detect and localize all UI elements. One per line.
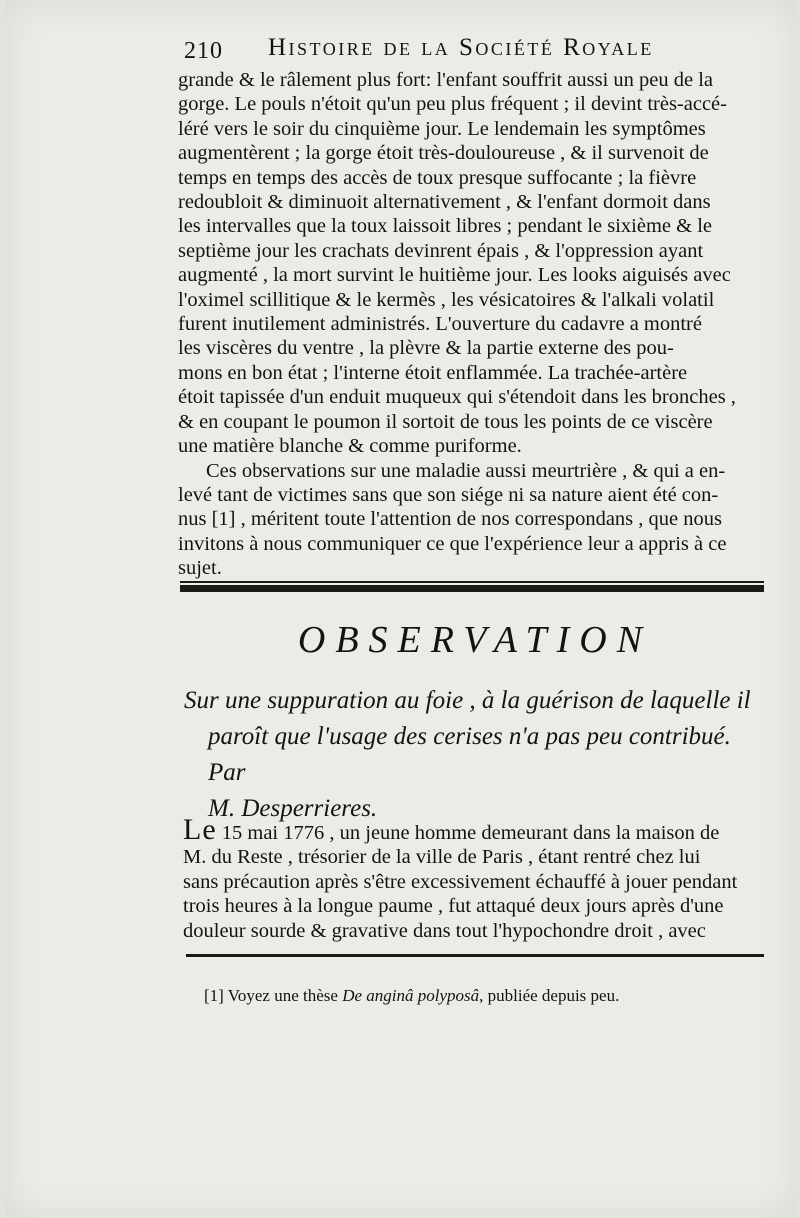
footnote-divider	[186, 954, 764, 957]
text-line: mons en bon état ; l'interne étoit enflammée. La trachée-artère	[178, 361, 688, 384]
text-line: furent inutilement administrés. L'ouverture du cadavre a montré	[178, 313, 702, 336]
section-divider-thin	[180, 581, 764, 583]
observation-title: OBSERVATION	[297, 619, 653, 661]
text-line: augmentèrent ; la gorge étoit très-douloureuse , & il survenoit de	[178, 142, 709, 165]
text-line: septième jour les crachats devinrent épais , & l'oppression ayant	[178, 239, 704, 262]
section-divider-thick	[180, 585, 764, 592]
text-line: gorge. Le pouls n'étoit qu'un peu plus fréquent ; il devint très-accé-	[178, 93, 727, 116]
first-article-text	[178, 68, 772, 581]
subtitle-line: Sur une suppuration au foie , à la guérison de laquelle il	[184, 687, 751, 714]
drop-cap: Le	[183, 813, 217, 846]
text-line: sujet.	[178, 557, 222, 580]
text-line: les viscères du ventre , la plèvre & la partie externe des pou-	[178, 337, 674, 360]
observation-subtitle	[184, 683, 768, 827]
text-line: grande & le râlement plus fort: l'enfant souffrit aussi un peu de la	[178, 69, 714, 91]
text-line: redoubloit & diminuoit alternativement , & l'enfant dormoit dans	[178, 191, 711, 214]
text-line: M. du Reste , trésorier de la ville de Paris , étant rentré chez lui	[183, 846, 701, 869]
text-line: léré vers le soir du cinquième jour. Le lendemain les symptômes	[178, 117, 706, 140]
footnote	[204, 986, 764, 1006]
footnote-title: De anginâ polyposâ	[342, 986, 480, 1005]
text-line: trois heures à la longue paume , fut attaqué deux jours après d'une	[183, 895, 724, 918]
footnote-text-end: , publiée depuis peu.	[479, 986, 620, 1005]
running-title: Histoire de la Société Royale	[268, 34, 654, 61]
text-line: temps en temps des accès de toux presque suffocante ; la fièvre	[178, 166, 697, 189]
text-line: & en coupant le poumon il sortoit de tous les points de ce viscère	[178, 410, 713, 433]
text-line: levé tant de victimes sans que son siége ni sa nature aient été con-	[178, 483, 719, 506]
text-line: une matière blanche & comme puriforme.	[178, 435, 522, 458]
footnote-marker: [1]	[204, 986, 224, 1005]
subtitle-author: M. Desperrieres.	[208, 795, 378, 822]
text-line: nus [1] , méritent toute l'attention de nos correspondans , que nous	[178, 508, 722, 531]
text-line: augmenté , la mort survint le huitième jour. Les looks aiguisés avec	[178, 264, 731, 287]
text-line: invitons à nous communiquer ce que l'expérience leur a appris à ce	[178, 532, 727, 555]
text-line: l'oximel scillitique & le kermès , les vésicatoires & l'alkali volatil	[178, 288, 715, 311]
observation-body	[183, 813, 771, 943]
footnote-text: Voyez une thèse	[227, 986, 338, 1005]
text-line: douleur sourde & gravative dans tout l'hypochondre droit , avec	[183, 919, 706, 942]
text-line: étoit tapissée d'un enduit muqueux qui s'étendoit dans les bronches ,	[178, 386, 736, 409]
page-number: 210	[184, 38, 223, 64]
text-line: 15 mai 1776 , un jeune homme demeurant dans la maison de	[221, 822, 720, 844]
text-line: sans précaution après s'être excessivement échauffé à jouer pendant	[183, 870, 738, 893]
text-line: Ces observations sur une maladie aussi meurtrière , & qui a en-	[206, 459, 726, 482]
observation-first-line	[183, 813, 771, 846]
subtitle-line: paroît que l'usage des cerises n'a pas peu contribué. Par	[208, 723, 731, 786]
text-line: les intervalles que la toux laissoit libres ; pendant le sixième & le	[178, 215, 713, 238]
